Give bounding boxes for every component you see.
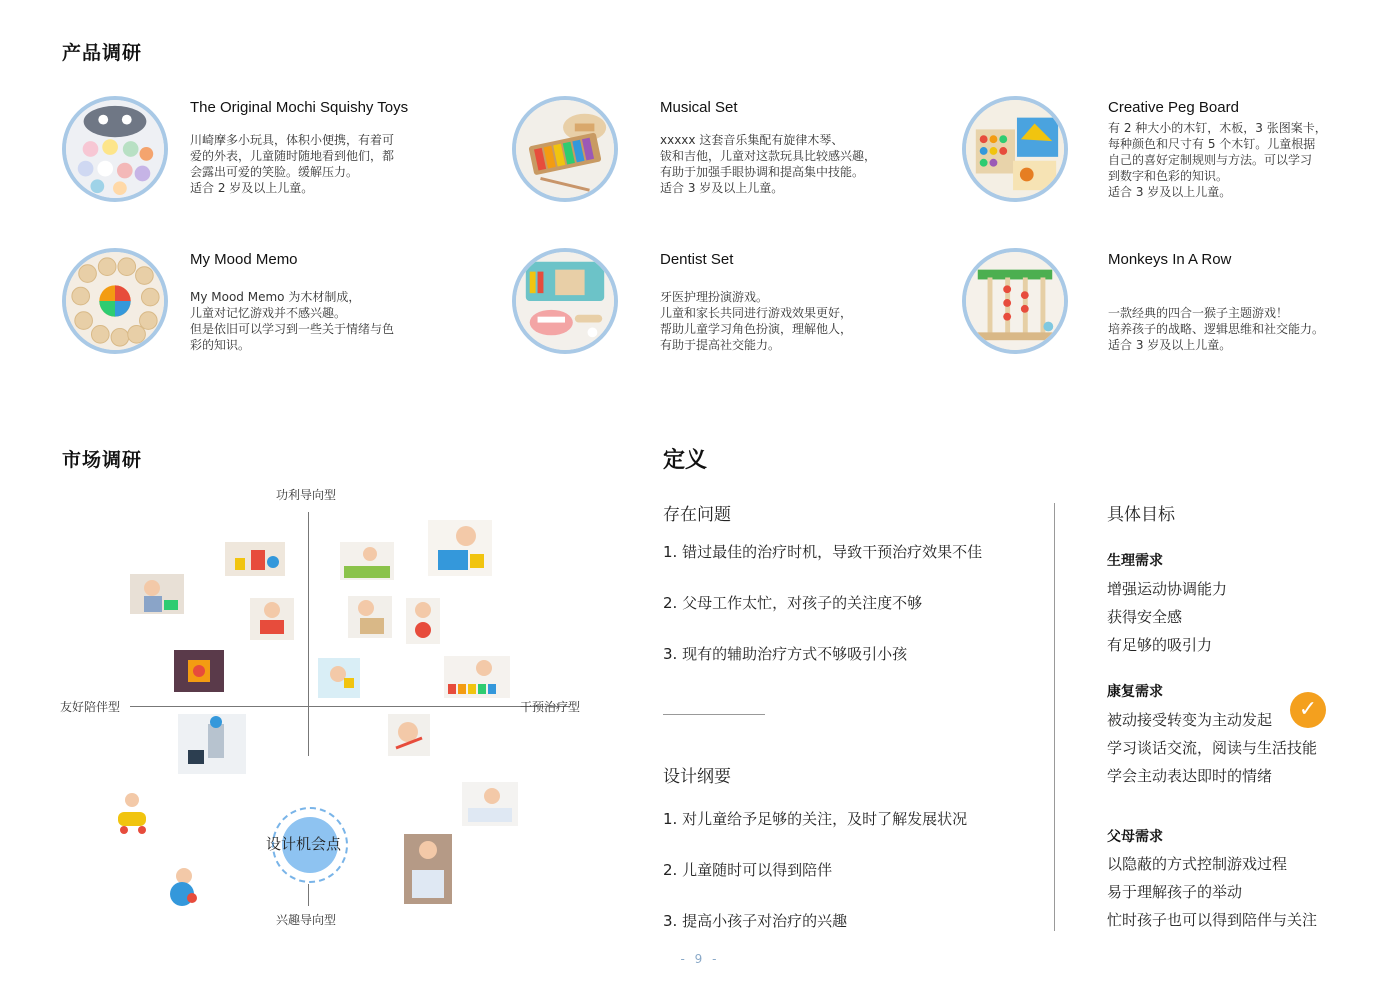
axis-label-bottom: 兴趣导向型 <box>276 913 337 927</box>
product-name: Monkeys In A Row <box>1108 251 1232 268</box>
goal-item: 学习谈话交流，阅读与生活技能 <box>1107 739 1318 757</box>
outline-item: 2. 儿童随时可以得到陪伴 <box>663 861 833 879</box>
outline-item: 3. 提高小孩子对治疗的兴趣 <box>663 912 848 930</box>
market-positioning-map <box>60 480 600 940</box>
problem-item: 1. 错过最佳的治疗时机，导致干预治疗效果不佳 <box>663 543 983 561</box>
market-photo <box>428 520 492 576</box>
market-research-title: 市场调研 <box>62 449 143 471</box>
product-description: 牙医护理扮演游戏。 儿童和家长共同进行游戏效果更好， 帮助儿童学习角色扮演，理解他人， 有助于提高社交能力。 <box>660 290 853 352</box>
market-photo <box>174 650 224 692</box>
goal-group-head: 生理需求 <box>1107 553 1163 569</box>
vertical-axis-lower <box>308 884 309 906</box>
product-description: My Mood Memo 为木材制成， 儿童对记忆游戏并不感兴趣。 但是依旧可以学习到一些关于情绪与色 彩的知识。 <box>190 290 395 352</box>
goal-group-head: 父母需求 <box>1107 829 1163 845</box>
product-image-monkeys-in-a-row <box>962 248 1068 354</box>
market-photo <box>318 658 360 698</box>
product-card <box>962 248 1362 358</box>
outline-title: 设计纲要 <box>663 767 731 787</box>
product-name: My Mood Memo <box>190 251 298 268</box>
goal-item: 以隐蔽的方式控制游戏过程 <box>1107 855 1288 873</box>
goal-item: 学会主动表达即时的情绪 <box>1107 767 1273 785</box>
product-card <box>512 96 912 206</box>
product-name: The Original Mochi Squishy Toys <box>190 99 409 116</box>
goals-title: 具体目标 <box>1107 505 1175 525</box>
market-photo <box>225 542 285 576</box>
problem-item: 3. 现有的辅助治疗方式不够吸引小孩 <box>663 645 908 663</box>
product-name: Musical Set <box>660 99 738 116</box>
axis-label-left: 友好陪伴型 <box>60 700 121 714</box>
product-image-musical-set <box>512 96 618 202</box>
product-description: 有 2 种大小的木钉，木板，3 张图案卡， 每种颜色和尺寸有 5 个木钉。儿童根据 自己的喜好定制规则与方法。可以学习 到数字和色彩的知识。 适合 3 岁及以上儿童。 <box>1108 121 1327 199</box>
goal-item: 有足够的吸引力 <box>1107 636 1213 654</box>
definition-title: 定义 <box>663 448 708 473</box>
product-card <box>62 248 462 358</box>
product-description: xxxxx 这套音乐集配有旋律木琴、 钹和吉他，儿童对这款玩具比较感兴趣， 有助于加强手眼协调和提高集中技能。 适合 3 岁及以上儿童。 <box>660 133 877 195</box>
product-description: 一款经典的四合一猴子主题游戏！ 培养孩子的战略、逻辑思维和社交能力。 适合 3 岁及以上儿童。 <box>1108 306 1325 352</box>
vertical-axis <box>308 512 309 756</box>
market-photo <box>340 542 394 580</box>
market-photo <box>112 790 152 836</box>
axis-label-top: 功利导向型 <box>276 488 337 502</box>
market-photo <box>348 596 392 638</box>
market-photo <box>178 714 246 774</box>
divider <box>663 714 765 715</box>
market-photo <box>388 714 430 756</box>
market-photo <box>462 782 518 826</box>
product-description: 川崎摩多小玩具，体积小便携，有着可 爱的外表，儿童随时随地看到他们，都 会露出可爱的笑脸。缓解压力。 适合 2 岁及以上儿童。 <box>190 133 395 195</box>
product-card <box>962 96 1362 206</box>
opportunity-label: 设计机会点 <box>266 835 342 853</box>
market-photo <box>444 656 510 698</box>
goal-item: 被动接受转变为主动发起 <box>1107 711 1273 729</box>
market-photo <box>250 598 294 640</box>
page-number: - 9 - <box>680 952 720 966</box>
horizontal-axis <box>130 706 570 707</box>
product-name: Dentist Set <box>660 251 734 268</box>
product-card <box>62 96 462 206</box>
goal-item: 获得安全感 <box>1107 608 1183 626</box>
market-photo <box>158 864 208 908</box>
market-photo <box>404 834 452 904</box>
product-card <box>512 248 912 358</box>
market-photo <box>406 598 440 644</box>
product-image-mochi-toys <box>62 96 168 202</box>
vertical-divider <box>1054 503 1055 931</box>
goal-item: 忙时孩子也可以得到陪伴与关注 <box>1107 911 1318 929</box>
product-research-title: 产品调研 <box>62 42 143 64</box>
product-image-mood-memo <box>62 248 168 354</box>
problems-title: 存在问题 <box>663 505 731 525</box>
problem-item: 2. 父母工作太忙，对孩子的关注度不够 <box>663 594 923 612</box>
outline-item: 1. 对儿童给予足够的关注，及时了解发展状况 <box>663 810 968 828</box>
goal-item: 易于理解孩子的举动 <box>1107 883 1243 901</box>
product-image-dentist-set <box>512 248 618 354</box>
goal-item: 增强运动协调能力 <box>1107 580 1228 598</box>
product-image-peg-board <box>962 96 1068 202</box>
check-mark-icon: ✓ <box>1290 692 1326 728</box>
product-name: Creative Peg Board <box>1108 99 1239 116</box>
market-photo <box>130 574 184 614</box>
goal-group-head: 康复需求 <box>1107 684 1163 700</box>
axis-label-right: 干预治疗型 <box>520 700 581 714</box>
